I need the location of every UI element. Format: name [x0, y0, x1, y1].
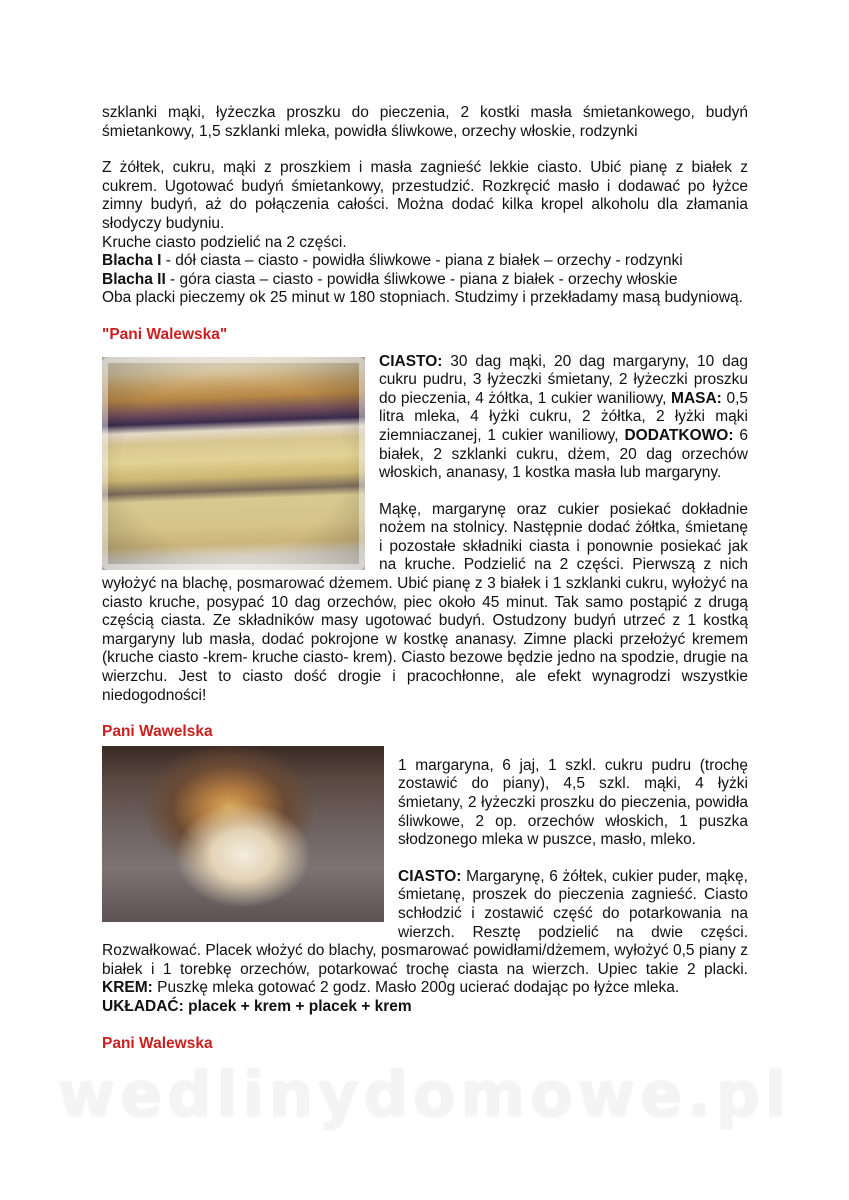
- intro-bake: Oba placki pieczemy ok 25 minut w 180 stopniach. Studzimy i przekładamy masą budyniową.: [102, 289, 743, 307]
- dodatkowo-label: DODATKOWO:: [624, 426, 734, 444]
- blacha-1-label: Blacha I: [102, 252, 162, 270]
- blacha-2-label: Blacha II: [102, 270, 166, 288]
- recipe-wawelska-body: [102, 742, 748, 1017]
- intro-split: Kruche ciasto podzielić na 2 części.: [102, 233, 347, 251]
- intro-ingredients: szklanki mąki, łyżeczka proszku do pieczenia, 2 kostki masła śmietankowego, budyń śmietankowy, 1,5 szklanki mleka, powidła śliwkowe, orzechy włoskie, rodzynki: [102, 104, 748, 140]
- cake-photo-wawelska: [102, 746, 384, 922]
- blacha-2-text: - góra ciasta – ciasto - powidła śliwkowe - piana z białek - orzechy włoskie: [165, 270, 678, 288]
- dodatkowo-text: 6 białek, 2 szklanki cukru, dżem, 20 dag orzechów włoskich, ananasy, 1 kostka masła lub margaryny.: [379, 426, 748, 482]
- ciasto-text: 30 dag mąki, 20 dag margaryny, 10 dag cukru pudru, 3 łyżeczki śmietany, 2 łyżeczki proszku do pieczenia, 4 żółtka, 1 cukier waniliowy,: [379, 352, 748, 407]
- recipe-walewska-body: [102, 353, 748, 706]
- blacha-1-text: - dół ciasta – ciasto - powidła śliwkowe - piana z białek – orzechy - rodzynki: [161, 252, 683, 270]
- wawelska-ingredients: 1 margaryna, 6 jaj, 1 szkl. cukru pudru (trochę zostawić do piany), 4,5 szkl. mąki, 4 łyżki śmietany, 2 łyżeczki proszku do pieczenia, powidła śliwkowe, 2 op. orzechów włoskich, 1 puszka słodzonego mleka w puszce, masło, mleko.: [398, 756, 748, 849]
- site-watermark: wedlinydomowe.pl: [57, 1058, 792, 1131]
- krem-label: KREM:: [102, 979, 153, 997]
- walewska-method: Mąkę, margarynę oraz cukier posiekać dokładnie nożem na stolnicy. Następnie dodać żółtka, śmietanę i pozostałe składniki ciasta i ponownie posiekać jak na kruche. Podzielić na 2 części. Pierwszą z nich wyłożyć na blachę, posmarować dżemem. Ubić pianę z 3 białek i 1 szklanki cukru, wyłożyć na ciasto kruche, posypać 10 dag orzechów, piec około 45 minut. Tak samo postąpić z drugą częścią ciasta. Ze składników masy ugotować budyń. Ostudzony budyń utrzeć z 1 kostką margaryny lub masła, dodać pokrojone w kostkę ananasy. Zimne placki przełożyć kremem (kruche ciasto -krem- kruche ciasto- krem). Ciasto bezowe będzie jedno na spodzie, drugie na wierzchu. Jest to ciasto dość drogie i pracochłonne, ale efekt wynagrodzi wszystkie niedogodności!: [102, 500, 748, 704]
- wawelska-ciasto-label: CIASTO:: [398, 867, 462, 885]
- krem-text: Puszkę mleka gotować 2 godz. Masło 200g ucierać dodając po łyżce mleka.: [152, 979, 680, 997]
- recipe-title-pani-wawelska: Pani Wawelska: [102, 723, 213, 741]
- ciasto-label: CIASTO:: [379, 352, 443, 370]
- intro-blacha-1: [102, 252, 748, 271]
- cake-photo-walewska: [102, 357, 365, 570]
- wawelska-ciasto-text: Margarynę, 6 żółtek, cukier puder, mąkę, śmietanę, proszek do pieczenia zagnieść. Ciasto schłodzić i zostawić część do potarkowania na wierzch. Resztę podzielić na dwie części. Rozwałkować. Placek włożyć do blachy, posmarować powidłami/dżemem, wyłożyć 0,5 piany z białek i 1 torebkę orzechów, potarkować trochę ciasta na wierzch. Upiec takie 2 placki.: [102, 867, 748, 978]
- ukladac-line: UKŁADAĆ: placek + krem + placek + krem: [102, 997, 412, 1015]
- masa-label: MASA:: [671, 389, 722, 407]
- intro-blacha-2: [102, 271, 748, 290]
- recipe-title-pani-walewska: "Pani Walewska": [102, 325, 228, 343]
- recipe-title-pani-walewska-2: Pani Walewska: [102, 1034, 213, 1052]
- intro-method: Z żółtek, cukru, mąki z proszkiem i masła zagnieść lekkie ciasto. Ubić pianę z białek z cukrem. Ugotować budyń śmietankowy, przestudzić. Rozkręcić masło i dodawać po łyżce zimny budyń, aż do połączenia całości. Można dodać kilka kropel alkoholu dla złamania słodyczy budyniu.: [102, 159, 748, 232]
- document-page: [102, 104, 748, 1053]
- masa-text: 0,5 litra mleka, 4 łyżki cukru, 2 żółtka, 2 łyżki mąki ziemniaczanej, 1 cukier waniliowy,: [379, 389, 748, 444]
